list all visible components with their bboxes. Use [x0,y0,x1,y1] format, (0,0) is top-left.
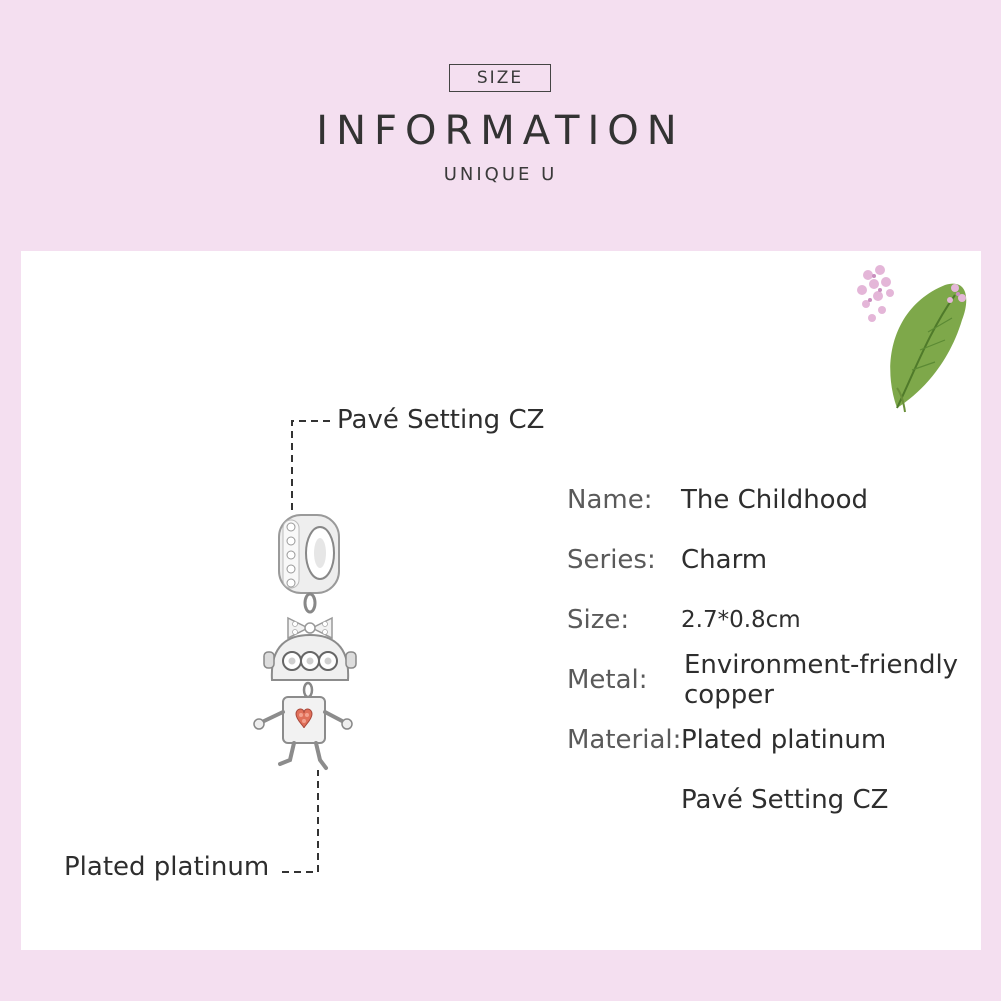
spec-material-label: Material: [567,725,682,755]
robot-girl-charm-icon [254,515,356,768]
callout-plated-platinum: Plated platinum [64,852,270,882]
spec-size-label: Size: [567,605,630,635]
spec-metal-value-line2: copper [684,680,774,710]
spec-material-value-line2: Pavé Setting CZ [681,785,889,815]
spec-metal-label: Metal: [567,665,648,695]
callout-pave-setting: Pavé Setting CZ [337,405,545,435]
page-title: INFORMATION [316,108,685,154]
spec-series-label: Series: [567,545,656,575]
spec-material-value-line1: Plated platinum [681,725,887,755]
spec-name-value: The Childhood [681,485,869,515]
page-subtitle: UNIQUE U [443,164,558,185]
leaf-flower-icon [857,265,966,412]
spec-name-label: Name: [567,485,653,515]
spec-size-value: 2.7*0.8cm [681,607,801,633]
spec-metal-value-line1: Environment-friendly [684,650,959,680]
spec-series-value: Charm [681,545,768,575]
size-tag: SIZE [449,64,551,92]
